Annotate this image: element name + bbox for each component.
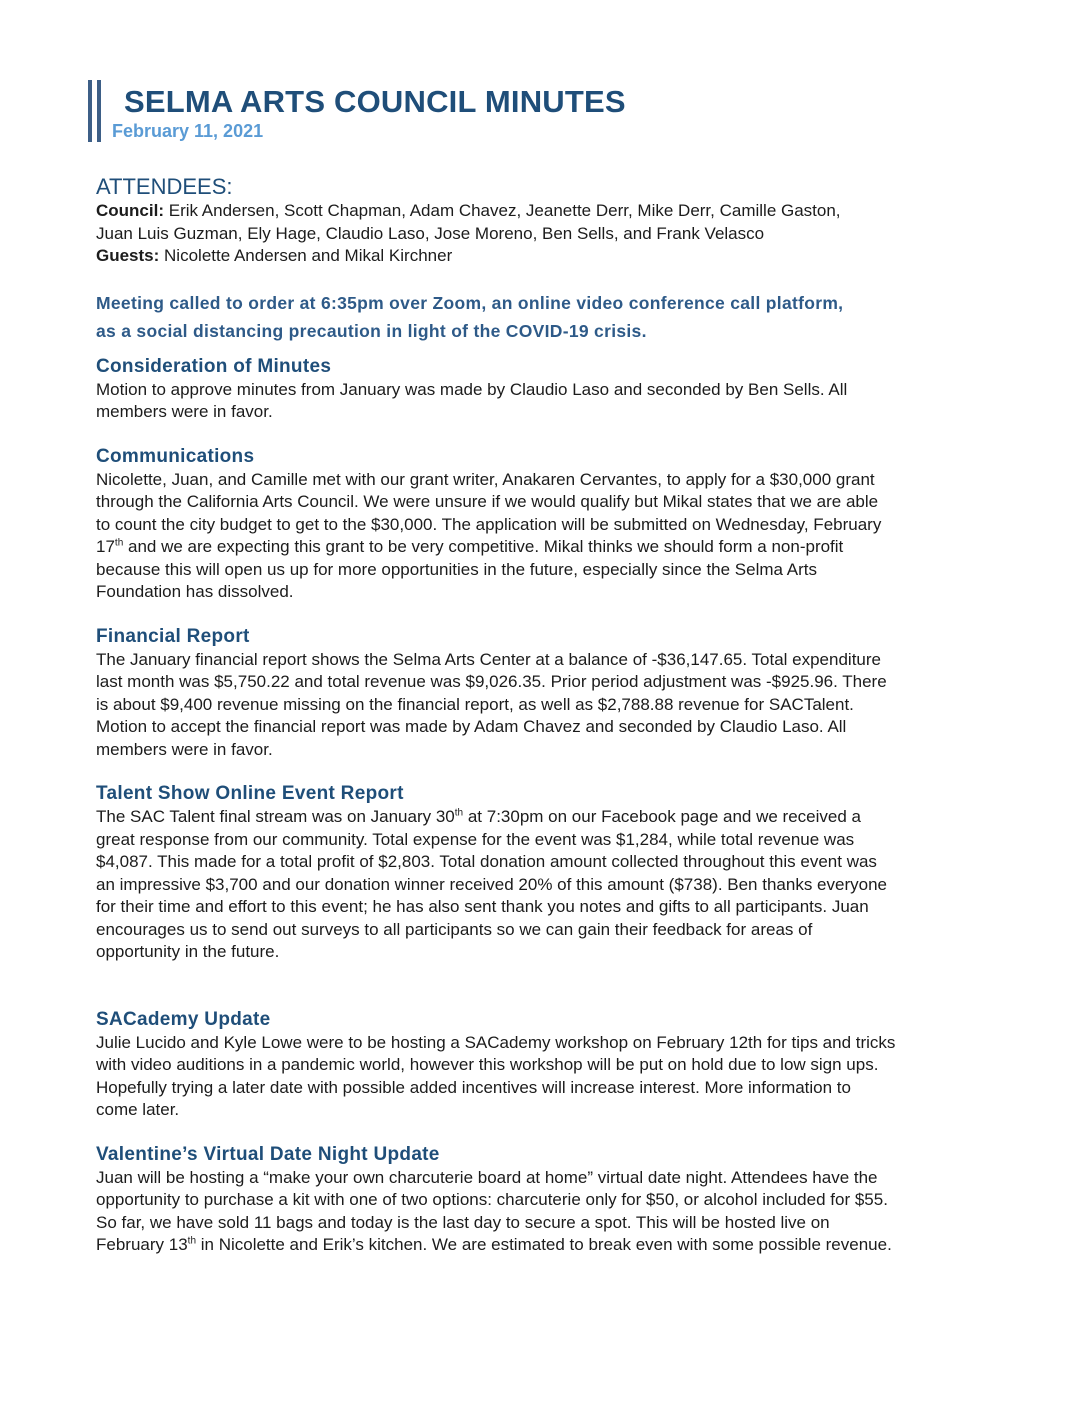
- attendees-heading: ATTENDEES:: [96, 174, 233, 199]
- paragraph-line: for their time and effort to this event; he has also sent thank you notes and gifts to all participants. Juan: [96, 897, 869, 916]
- financial-report-section: [96, 625, 1036, 762]
- paragraph-line: Julie Lucido and Kyle Lowe were to be hosting a SACademy workshop on February 12th for tips and tricks: [96, 1032, 896, 1052]
- line-text: February 13: [96, 1235, 188, 1254]
- callout-line: Meeting called to order at 6:35pm over Zoom, an online video conference call platform,: [96, 292, 844, 313]
- paragraph-line: So far, we have sold 11 bags and today is the last day to secure a spot. This will be hosted live on: [96, 1212, 830, 1232]
- day-number: 17: [96, 537, 115, 556]
- guests-line: [96, 245, 1036, 268]
- paragraph-line: opportunity to purchase a kit with one of two options: charcuterie only for $50, or alcohol included for $55.: [96, 1190, 888, 1209]
- paragraph-line: Nicolette, Juan, and Camille met with our grant writer, Anakaren Cervantes, to apply for a $30,000 grant: [96, 469, 875, 489]
- council-names-continued: Juan Luis Guzman, Ely Hage, Claudio Laso, Jose Moreno, Ben Sells, and Frank Velasco: [96, 223, 765, 243]
- header-accent-bar: [97, 80, 101, 142]
- line-text: at 7:30pm on our Facebook page and we received a: [463, 807, 861, 826]
- section-heading: Consideration of Minutes: [96, 355, 332, 377]
- ordinal-suffix: th: [454, 807, 464, 819]
- line-text: in Nicolette and Erik’s kitchen. We are estimated to break even with some possible revenue.: [196, 1235, 892, 1254]
- document-title: SELMA ARTS COUNCIL MINUTES: [124, 84, 626, 119]
- section-heading: Financial Report: [96, 625, 250, 647]
- paragraph-line: members were in favor.: [96, 402, 273, 421]
- council-line: [96, 200, 1036, 223]
- valentine-section: [96, 1143, 1036, 1257]
- sacademy-section: [96, 1008, 1036, 1122]
- paragraph-line: [96, 536, 1036, 559]
- paragraph-line: because this will open us up for more opportunities in the future, especially since the Selma Arts: [96, 559, 817, 579]
- paragraph-line: Hopefully trying a later date with possible added incentives will increase interest. More information to: [96, 1077, 851, 1097]
- call-to-order-callout: [96, 289, 1036, 345]
- paragraph-line: [96, 1234, 1036, 1257]
- paragraph-line: great response from our community. Total expense for the event was $1,284, while total revenue was: [96, 829, 855, 849]
- paragraph-line: Motion to accept the financial report was made by Adam Chavez and seconded by Claudio Laso. All: [96, 717, 847, 736]
- paragraph-line: opportunity in the future.: [96, 942, 280, 961]
- paragraph-line: to count the city budget to get to the $30,000. The application will be submitted on Wednesday, February: [96, 514, 882, 534]
- attendees-section: [96, 174, 1036, 268]
- paragraph-line: an impressive $3,700 and our donation winner received 20% of this amount ($738). Ben thanks everyone: [96, 874, 887, 894]
- paragraph-line: Foundation has dissolved.: [96, 582, 294, 601]
- document-body: [96, 174, 1036, 1257]
- paragraph-line: is about $9,400 revenue missing on the financial report, as well as $2,788.88 revenue for SACTalent.: [96, 694, 854, 714]
- minutes-section: [96, 355, 1036, 424]
- paragraph-line: come later.: [96, 1100, 180, 1119]
- ordinal-suffix: th: [187, 1235, 197, 1247]
- document-date: February 11, 2021: [112, 121, 264, 141]
- paragraph-line: encourages us to send out surveys to all participants so we can gain their feedback for areas of: [96, 919, 813, 939]
- section-heading: SACademy Update: [96, 1008, 271, 1030]
- callout-line: as a social distancing precaution in light of the COVID-19 crisis.: [96, 320, 647, 341]
- line-text: and we are expecting this grant to be very competitive. Mikal thinks we should form a non-profit: [123, 537, 844, 556]
- paragraph-line: $4,087. This made for a total profit of $2,803. Total donation amount collected throughout this event was: [96, 852, 877, 871]
- council-names: Erik Andersen, Scott Chapman, Adam Chavez, Jeanette Derr, Mike Derr, Camille Gaston,: [168, 201, 841, 220]
- guests-label: Guests:: [96, 246, 160, 265]
- section-heading: Communications: [96, 445, 255, 467]
- paragraph-line: The January financial report shows the Selma Arts Center at a balance of -$36,147.65. Total expenditure: [96, 649, 881, 669]
- paragraph-line: through the California Arts Council. We were unsure if we would qualify but Mikal states that we are able: [96, 492, 879, 511]
- talent-show-section: [96, 782, 1036, 964]
- ordinal-suffix: th: [114, 537, 124, 549]
- paragraph-line: Juan will be hosting a “make your own charcuterie board at home” virtual date night. Attendees have the: [96, 1167, 878, 1187]
- paragraph-line: with video auditions in a pandemic world, however this workshop will be put on hold due to low sign ups.: [96, 1055, 879, 1074]
- paragraph-line: [96, 806, 1036, 829]
- communications-section: [96, 445, 1036, 604]
- header-accent-bar: [88, 80, 92, 142]
- section-heading: Talent Show Online Event Report: [96, 783, 404, 804]
- section-heading: Valentine’s Virtual Date Night Update: [96, 1143, 440, 1165]
- paragraph-line: last month was $5,750.22 and total revenue was $9,026.35. Prior period adjustment was -$925.96. There: [96, 672, 887, 691]
- paragraph-line: Motion to approve minutes from January was made by Claudio Laso and seconded by Ben Sells. All: [96, 379, 848, 399]
- guest-names: Nicolette Andersen and Mikal Kirchner: [164, 246, 453, 265]
- council-label: Council:: [96, 201, 164, 220]
- line-text: The SAC Talent final stream was on January 30: [96, 807, 455, 826]
- paragraph-line: members were in favor.: [96, 739, 273, 759]
